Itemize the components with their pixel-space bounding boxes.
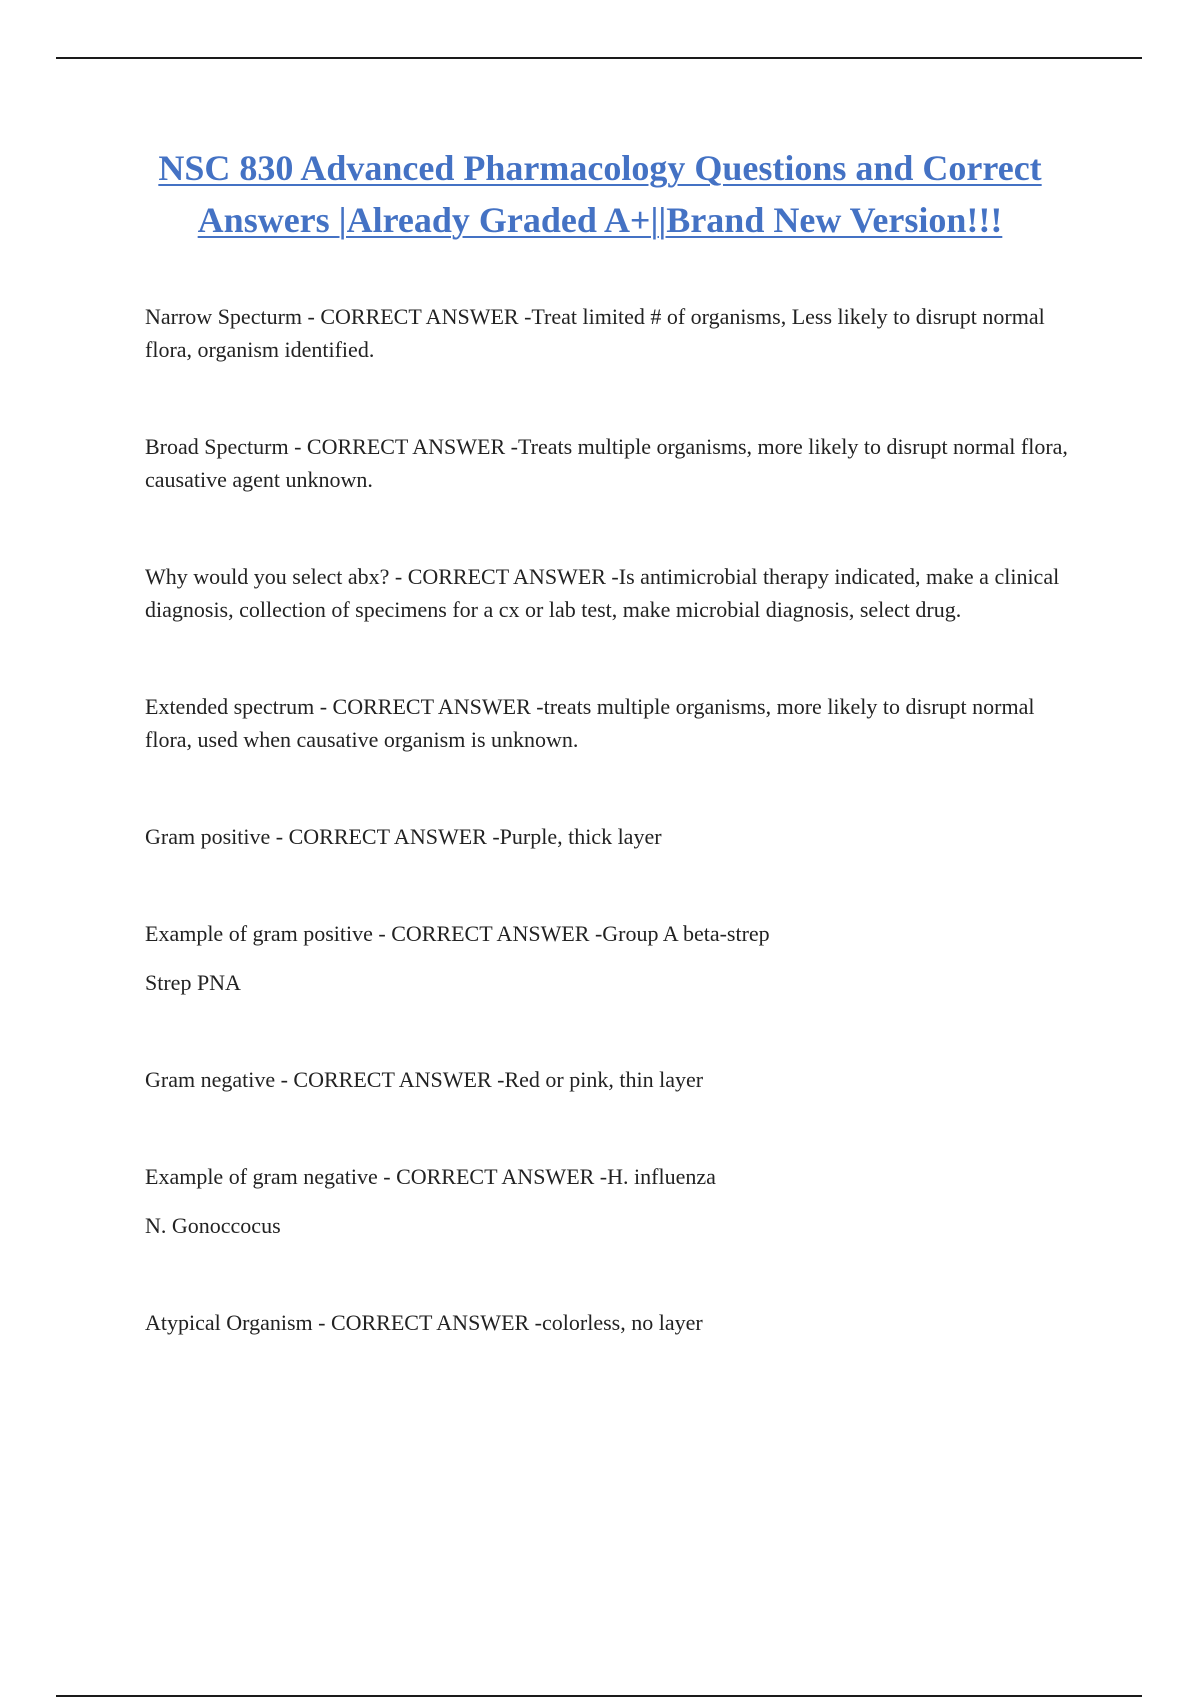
bottom-rule [56, 1695, 1142, 1697]
qa-text: Gram positive - CORRECT ANSWER -Purple, thick layer [145, 824, 662, 849]
qa-text: Example of gram negative - CORRECT ANSWER -H. influenza [145, 1164, 716, 1189]
qa-item [145, 690, 1080, 756]
qa-item [145, 1063, 1080, 1096]
qa-item [145, 560, 1080, 626]
qa-item [145, 1306, 1080, 1339]
document-title: NSC 830 Advanced Pharmacology Questions and Correct Answers |Already Graded A+||Brand New Version!!! [158, 148, 1042, 240]
qa-text: Example of gram positive - CORRECT ANSWER -Group A beta-strep [145, 921, 770, 946]
qa-list [145, 300, 1080, 1403]
qa-item [145, 300, 1080, 366]
qa-text: Narrow Specturm - CORRECT ANSWER -Treat limited # of organisms, Less likely to disrupt normal flora, organism identified. [145, 304, 1045, 362]
qa-item [145, 430, 1080, 496]
qa-item [145, 820, 1080, 853]
top-rule [56, 57, 1142, 59]
qa-item [145, 917, 1080, 999]
qa-text: Broad Specturm - CORRECT ANSWER -Treats multiple organisms, more likely to disrupt normal flora, causative agent unknown. [145, 434, 1068, 492]
qa-extra-line: N. Gonoccocus [145, 1213, 281, 1238]
qa-item [145, 1160, 1080, 1242]
qa-text: Atypical Organism - CORRECT ANSWER -colorless, no layer [145, 1310, 703, 1335]
qa-extra-line: Strep PNA [145, 970, 241, 995]
qa-text: Why would you select abx? - CORRECT ANSWER -Is antimicrobial therapy indicated, make a clinical diagnosis, collection of specimens for a cx or lab test, make microbial diagnosis, select drug. [145, 564, 1060, 622]
qa-text: Gram negative - CORRECT ANSWER -Red or pink, thin layer [145, 1067, 704, 1092]
qa-text: Extended spectrum - CORRECT ANSWER -treats multiple organisms, more likely to disrupt normal flora, used when causative organism is unknown. [145, 694, 1035, 752]
